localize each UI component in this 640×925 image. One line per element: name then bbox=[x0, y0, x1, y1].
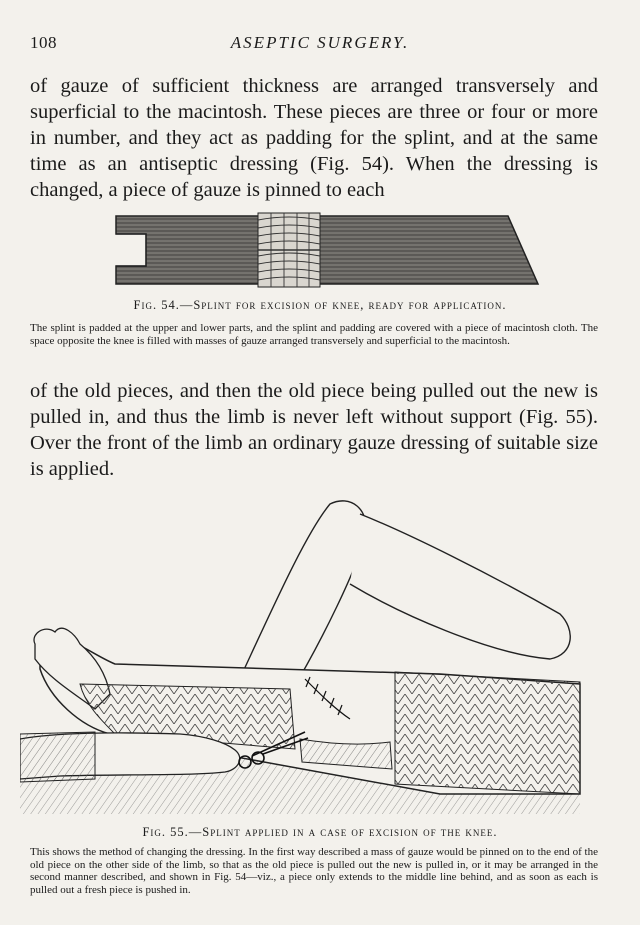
leg-dressing-drawing bbox=[20, 494, 625, 824]
figure-55-illustration bbox=[20, 494, 625, 824]
figure-55-title: Fig. 55.—Splint applied in a case of excision of the knee. bbox=[142, 825, 498, 839]
splint-drawing bbox=[108, 210, 540, 290]
body-paragraph-1: of gauze of sufficient thickness are arranged transversely and superficial to the macintosh. These pieces are three or four or more in number, and they act as padding for the splint, and at the same time as an antiseptic dressing (Fig. 54). When the dressing is changed, a piece of gauze is pinned to each bbox=[30, 75, 598, 201]
page-number: 108 bbox=[30, 33, 57, 52]
running-title: ASEPTIC SURGERY. bbox=[230, 33, 410, 52]
figure-54-caption: The splint is padded at the upper and lower parts, and the splint and padding are covered with a piece of macintosh cloth. The space opposite the knee is filled with masses of gauze arranged transversely and superficial to the macintosh. bbox=[30, 322, 598, 347]
gauze-wraps bbox=[258, 213, 320, 287]
figure-54-illustration bbox=[108, 210, 540, 290]
running-head bbox=[0, 33, 640, 55]
body-paragraph-2: of the old pieces, and then the old piece being pulled out the new is pulled in, and thus the limb is never left without support (Fig. 55). Over the front of the limb an ordinary gauze dressing of suitable size is applied. bbox=[30, 380, 598, 480]
figure-54-title: Fig. 54.—Splint for excision of knee, ready for application. bbox=[133, 298, 507, 312]
figure-55-caption: This shows the method of changing the dressing. In the first way described a mass of gauze would be pinned on to the end of the old piece on the other side of the limb, so that as the old piece is pulled out the new is pulled in, or it may be arranged in the second manner described, and shown in Fig. 54—viz., a piece only extends to the middle line behind, and as soon as each is pulled out a fresh piece is pushed in. bbox=[30, 846, 598, 896]
